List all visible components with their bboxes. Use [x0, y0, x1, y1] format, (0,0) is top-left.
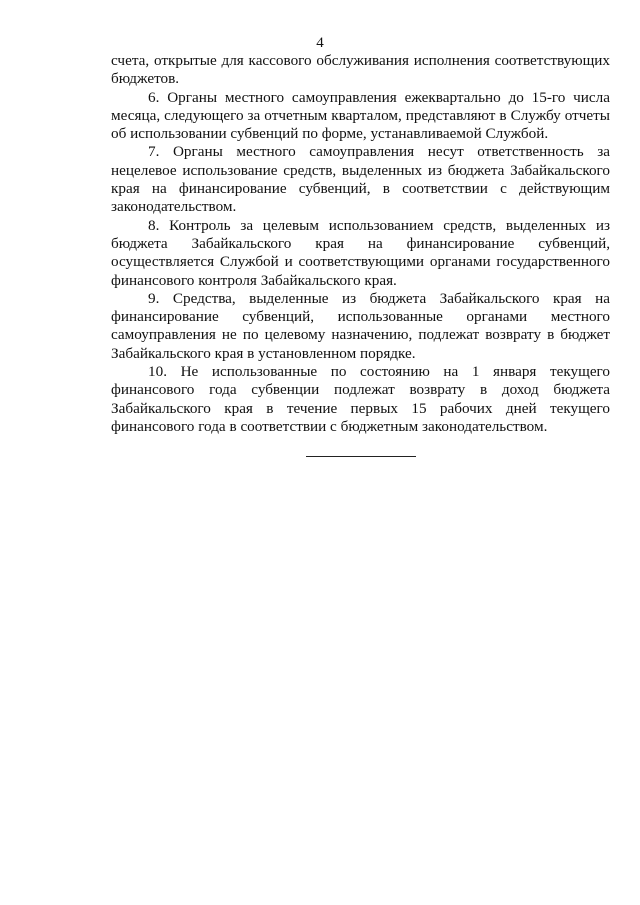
- paragraph-10: [111, 363, 610, 436]
- paragraph-7: [111, 143, 610, 216]
- page-number: 4: [316, 35, 324, 51]
- paragraph-number: 9.: [148, 289, 160, 307]
- paragraph-number: 6.: [148, 88, 160, 106]
- document-body: [111, 52, 610, 436]
- end-of-document-divider: [306, 456, 416, 457]
- paragraph-text: Контроль за целевым использованием средств, выделенных из бюджета Забайкальского края на финансирование субвенций, осуществляется Службой и соответствующими органами государственного финансового контроля Забайкальского края.: [111, 216, 611, 289]
- paragraph-text: Не использованные по состоянию на 1 января текущего финансового года субвенции подлежат возврату в доход бюджета Забайкальского края в течение первых 15 рабочих дней текущего финансового года в соответствии с бюджетным законодательством.: [111, 363, 611, 435]
- paragraph-number: 8.: [148, 216, 160, 234]
- paragraph-number: 10.: [148, 363, 167, 381]
- paragraph-9: [111, 290, 610, 363]
- paragraph-number: 7.: [148, 143, 160, 161]
- paragraph-8: [111, 217, 610, 290]
- paragraph-text: Органы местного самоуправления несут ответственность за нецелевое использование средств, выделенных из бюджета Забайкальского края на финансирование субвенций, в соответствии с действующим законодательством.: [111, 143, 611, 216]
- paragraph-text: Органы местного самоуправления ежеквартально до 15-го числа месяца, следующего за отчетным кварталом, представляют в Службу отчеты об использовании субвенций по форме, устанавливаемой Службой.: [111, 88, 610, 143]
- paragraph-6: [111, 89, 610, 144]
- paragraph-text: Средства, выделенные из бюджета Забайкальского края на финансирование субвенций, использованные органами местного самоуправления не по целевому назначению, подлежат возврату в бюджет Забайкальского края в установленном порядке.: [111, 289, 610, 362]
- paragraph-continuation: [111, 52, 610, 89]
- paragraph-text: счета, открытые для кассового обслуживания исполнения соответствующих бюджетов.: [111, 52, 610, 88]
